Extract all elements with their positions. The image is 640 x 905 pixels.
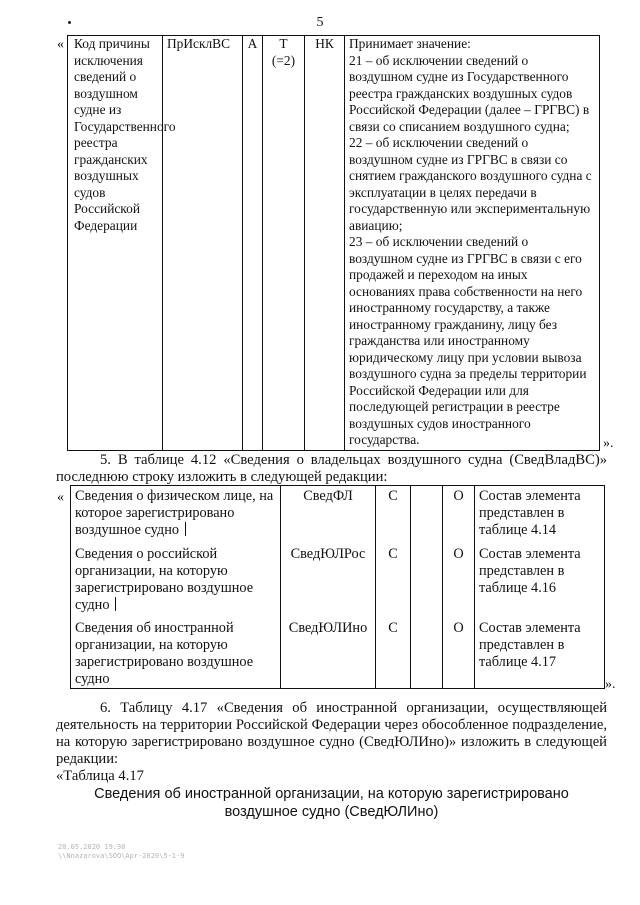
element-tag-cell: СведЮЛРос: [281, 540, 376, 614]
element-requirement-cell: НК: [305, 36, 345, 451]
opening-quote: «: [57, 490, 64, 505]
table-row: [71, 486, 605, 541]
element-tag-cell: СведЮЛИно: [281, 614, 376, 689]
paragraph-6: 6. Таблицу 4.17 «Сведения об иностранной организации, осуществляющей деятельность на территории Российской Федерации через обособленное подразделение, на которую зарегистрировано воздушное судно (СведЮЛИно)» изложить в следующей редакции:: [56, 700, 607, 767]
element-type-cell: С: [376, 486, 411, 541]
element-extra-cell: [411, 540, 443, 614]
table-row: [71, 540, 605, 614]
footer-stamp: [58, 843, 184, 861]
note-line: 22 – об исключении сведений о воздушном судне из ГРГВС в связи со снятием гражданского воздушного судна с эксплуатации в целях передачи в государственную или экспериментальную авиацию;: [349, 135, 592, 233]
page-number: 5: [316, 15, 324, 30]
element-extra-cell: [411, 614, 443, 689]
element-note-cell: [345, 36, 600, 451]
table-row: [68, 36, 600, 451]
text-cursor: [185, 522, 186, 536]
element-tag-cell: ПрИсклВС: [163, 36, 243, 451]
element-requirement-cell: О: [443, 486, 475, 541]
stamp-path: \\Nnazarova\SOO\Apr-2020\5-1-9: [58, 852, 185, 860]
element-name-cell: [71, 540, 281, 614]
note-line: 21 – об исключении сведений о воздушном судне из Государственного реестра гражданских воздушных судов Российской Федерации (далее – ГРГВС) в связи со списанием воздушного судна;: [349, 52, 590, 134]
element-note-cell: Состав элемента представлен в таблице 4.14: [475, 486, 605, 541]
element-note-cell: Состав элемента представлен в таблице 4.17: [475, 614, 605, 689]
scan-mark: [68, 21, 71, 24]
element-extra-cell: [411, 486, 443, 541]
note-line: 23 – об исключении сведений о воздушном судне из ГРГВС в связи с его продажей и переходом на иных основаниях права собственности на него иностранному государству, а также иностранному гражданину, лицу без гражданства или иностранному юридическому лицу при условии вывоза воздушного судна за пределы территории Российской Федерации или для последующей регистрации в реестре воздушных судов иностранного государства.: [349, 234, 587, 447]
paragraph-5: 5. В таблице 4.12 «Сведения о владельцах воздушного судна (СведВладВС)» последнюю строку изложить в следующей редакции:: [56, 452, 607, 485]
element-note-cell: Состав элемента представлен в таблице 4.16: [475, 540, 605, 614]
table-row: [71, 614, 605, 689]
element-table-top: [67, 35, 600, 451]
element-name-cell: [71, 486, 281, 541]
table-label: «Таблица 4.17: [56, 768, 144, 784]
text-cursor: [115, 597, 116, 611]
element-format-cell: Т (=2): [263, 36, 305, 451]
element-attr-cell: А: [243, 36, 263, 451]
element-tag-cell: СведФЛ: [281, 486, 376, 541]
closing-quote: ».: [603, 436, 614, 451]
element-name-text: Сведения о российской организации, на которую зарегистрировано воздушное судно: [75, 546, 254, 613]
opening-quote: «: [57, 37, 64, 52]
element-type-cell: С: [376, 614, 411, 689]
closing-quote: ».: [605, 677, 616, 692]
stamp-date: 20.05.2020 19:30: [58, 843, 126, 851]
element-name-cell: Код причины исключения сведений о воздушном судне из Государственного реестра гражданских воздушных судов Российской Федерации: [68, 36, 163, 451]
owners-table: [70, 485, 605, 689]
element-requirement-cell: О: [443, 540, 475, 614]
element-name-cell: Сведения об иностранной организации, на которую зарегистрировано воздушное судно: [71, 614, 281, 689]
element-type-cell: С: [376, 540, 411, 614]
table-heading: Сведения об иностранной организации, на которую зарегистрировано воздушное судно (СведЮЛИно): [94, 786, 569, 820]
note-line: Принимает значение:: [349, 36, 471, 51]
element-name-text: Сведения о физическом лице, на которое зарегистрировано воздушное судно: [75, 488, 274, 538]
element-requirement-cell: О: [443, 614, 475, 689]
